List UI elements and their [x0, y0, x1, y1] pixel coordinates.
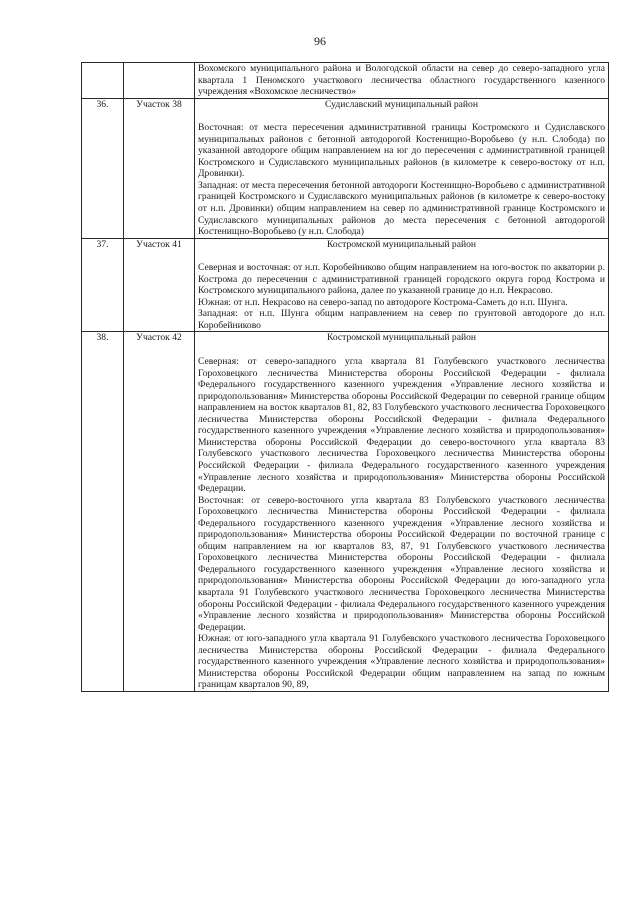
table-row	[82, 238, 609, 332]
continuation-text: Вохомского муниципального района и Вологодской области на север до северо-западного угла квартала 1 Пеномского участкового лесничества областного государственного казенного учреждения «Вохомское лесничество»	[198, 63, 605, 98]
row-number-cell	[82, 63, 124, 99]
plot-name: Участок 38	[136, 98, 182, 110]
description-cell	[195, 63, 609, 99]
plot-name-cell	[124, 98, 195, 238]
district-name: Костромской муниципальный район	[326, 238, 477, 250]
plot-name: Участок 41	[136, 238, 182, 250]
plot-name-cell	[124, 63, 195, 99]
description-cell	[195, 332, 609, 691]
page-number: 96	[314, 34, 326, 48]
row-number: 36.	[96, 98, 109, 110]
boundary-table	[81, 62, 609, 692]
table-row	[82, 332, 609, 691]
district-name: Костромской муниципальный район	[326, 332, 477, 344]
boundary-paragraph: Южная: от юго-западного угла квартала 91 Голубевского участкового лесничества Гороховецкого лесничества Министерства обороны Российской Федерации - филиала Федерального государственного казенного учреждения «Управление лесного хозяйства и природопользования» Министерства обороны Российской Федерации общим направлением на запад по южным границам кварталов 90, 89,	[198, 633, 605, 691]
boundary-paragraph: Северная: от северо-западного угла квартала 81 Голубевского участкового лесничества Гороховецкого лесничества Министерства обороны Российской Федерации - филиала Федерального государственного казенного учреждения «Управление лесного хозяйства и природопользования» Министерства обороны Российской Федерации по северной границе общим направлением на восток кварталов 81, 82, 83 Голубевского участкового лесничества Гороховецкого лесничества Министерства обороны Российской Федерации - филиала Федерального государственного казенного учреждения «Управление лесного хозяйства и природопользования» Министерства обороны Российской Федерации до северо-восточного угла квартала 83 Голубевского участкового лесничества Гороховецкого лесничества Министерства обороны Российской Федерации - филиала Федерального государственного казенного учреждения «Управление лесного хозяйства и природопользования» Министерства обороны Российской Федерации.	[198, 356, 605, 495]
boundary-paragraph: Южная: от н.п. Некрасово на северо-запад по автодороге Кострома-Саметь до н.п. Шунга.	[198, 296, 568, 308]
plot-name: Участок 42	[136, 332, 182, 344]
boundary-paragraph: Восточная: от места пересечения административной границы Костромского и Судиславского муниципальных районов с бетонной автодорогой Костенищно-Воробьево (у н.п. Слобода) по указанной автодороге общим направлением на юг до пересечения с административной границей Костромского и Судиславского муниципальных районов (в километре к северо-востоку от н.п. Дровинки).	[198, 122, 605, 180]
row-number: 37.	[96, 238, 109, 250]
row-number-cell	[82, 98, 124, 238]
row-number-cell	[82, 332, 124, 691]
boundary-paragraph: Западная: от места пересечения бетонной автодороги Костенищно-Воробьево с административной границей Костромского и Судиславского муниципальных районов (в километре к северо-востоку от н.п. Дровинки) общим направлением на север по административной границе Костромского и Судиславского муниципальных районов до места пересечения с бетонной автодорогой Костенищно-Воробьево (у н.п. Слобода)	[198, 179, 605, 238]
boundary-paragraph: Восточная: от северо-восточного угла квартала 83 Голубевского участкового лесничества Гороховецкого лесничества Министерства обороны Российской Федерации - филиала Федерального государственного казенного учреждения «Управление лесного хозяйства и природопользования» Министерства обороны Российской Федерации по восточной границе с общим направлением на юг кварталов 83, 87, 91 Голубевского участкового лесничества Гороховецкого лесничества Министерства обороны Российской Федерации - филиала Федерального государственного казенного учреждения «Управление лесного хозяйства и природопользования» Министерства обороны Российской Федерации до юго-западного угла квартала 91 Голубевского участкового лесничества Гороховецкого лесничества Министерства обороны Российской Федерации - филиала Федерального государственного казенного учреждения «Управление лесного хозяйства и природопользования» Министерства обороны Российской Федерации.	[198, 494, 605, 633]
description-cell	[195, 98, 609, 238]
plot-name-cell	[124, 238, 195, 332]
plot-name-cell	[124, 332, 195, 691]
row-number: 38.	[96, 332, 109, 344]
boundary-paragraph: Западная: от н.п. Шунга общим направлением на север по грунтовой автодороге до н.п. Коробейниково	[198, 308, 605, 331]
table-row	[82, 98, 609, 238]
description-cell	[195, 238, 609, 332]
district-name: Судиславский муниципальный район	[324, 98, 478, 110]
boundary-paragraph: Северная и восточная: от н.п. Коробейниково общим направлением на юго-восток по акватории р. Кострома до пересечения с административной границей городского округа город Кострома и Костромского муниципального района, далее по указанной границе до н.п. Некрасово.	[198, 262, 605, 297]
table-row-continuation	[82, 63, 609, 99]
row-number-cell	[82, 238, 124, 332]
